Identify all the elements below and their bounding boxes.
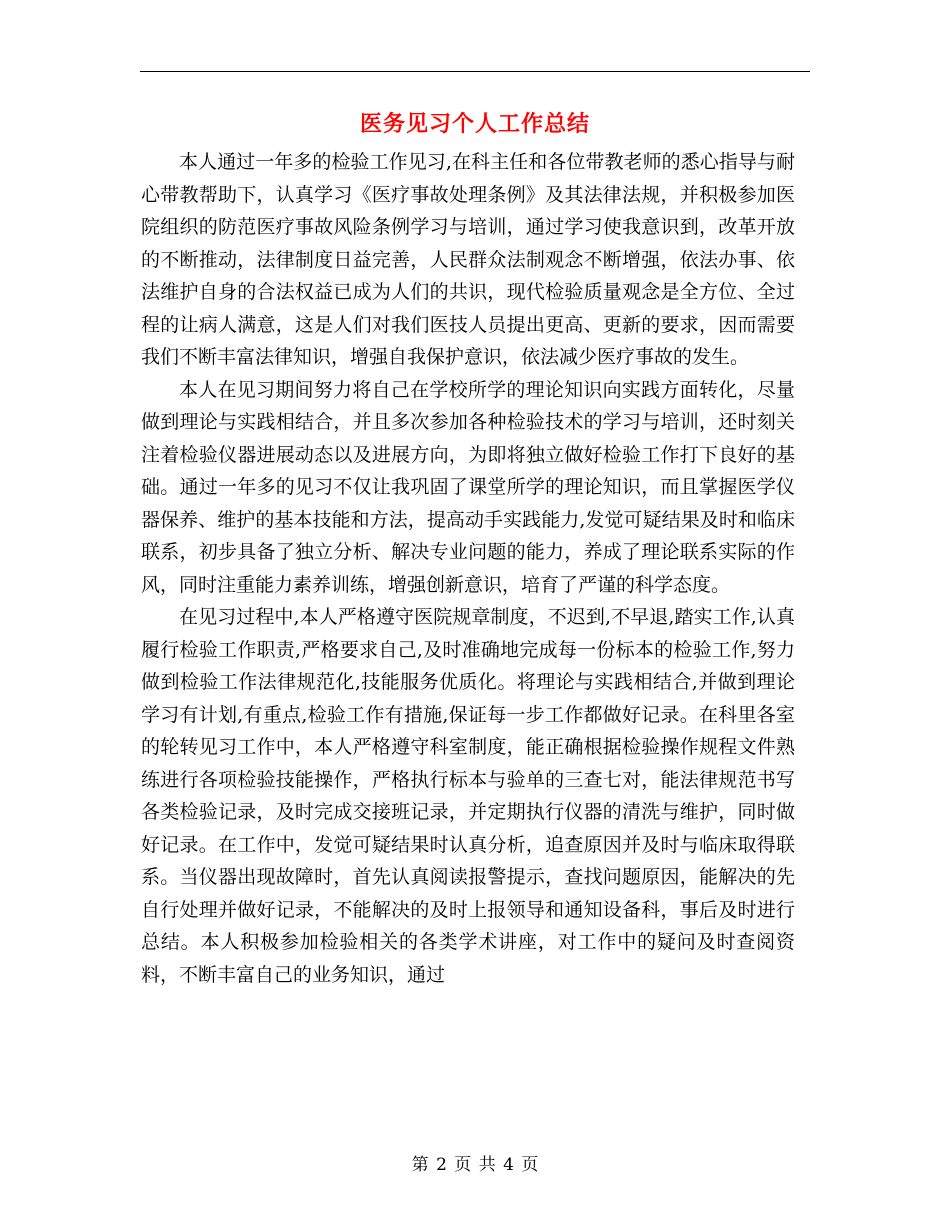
page-number-footer: 第 2 页 共 4 页 [411, 1155, 539, 1175]
header-rule [140, 71, 810, 72]
document-title: 医务见习个人工作总结 [359, 111, 590, 137]
paragraph-3: 在见习过程中,本人严格遵守医院规章制度，不迟到,不早退,踏实工作,认真履行检验工作职责,严格要求自己,及时准确地完成每一份标本的检验工作,努力做到检验工作法律规范化,技能服务优质化。将理论与实践相结合,并做到理论学习有计划,有重点,检验工作有措施,保证每一步工作都做好记录。在科里各室的轮转见习工作中，本人严格遵守科室制度，能正确根据检验操作规程文件熟练进行各项检验技能操作，严格执行标本与验单的三查七对，能法律规范书写各类检验记录，及时完成交接班记录，并定期执行仪器的清洗与维护，同时做好记录。在工作中，发觉可疑结果时认真分析，追查原因并及时与临床取得联系。当仪器出现故障时，首先认真阅读报警提示，查找问题原因，能解决的先自行处理并做好记录，不能解决的及时上报领导和通知设备科，事后及时进行总结。本人积极参加检验相关的各类学术讲座，对工作中的疑问及时查阅资料，不断丰富自己的业务知识，通过 [141, 606, 795, 986]
document-body [141, 146, 795, 991]
paragraph-2: 本人在见习期间努力将自己在学校所学的理论知识向实践方面转化，尽量做到理论与实践相结合，并且多次参加各种检验技术的学习与培训，还时刻关注着检验仪器进展动态以及进展方向，为即将独立做好检验工作打下良好的基础。通过一年多的见习不仅让我巩固了课堂所学的理论知识，而且掌握医学仪器保养、维护的基本技能和方法，提高动手实践能力,发觉可疑结果及时和临床联系，初步具备了独立分析、解决专业问题的能力，养成了理论联系实际的作风，同时注重能力素养训练，增强创新意识，培育了严谨的科学态度。 [141, 378, 795, 596]
paragraph-1: 本人通过一年多的检验工作见习,在科主任和各位带教老师的悉心指导与耐心带教帮助下，认真学习《医疗事故处理条例》及其法律法规，并积极参加医院组织的防范医疗事故风险条例学习与培训，通过学习使我意识到，改革开放的不断推动，法律制度日益完善，人民群众法制观念不断增强，依法办事、依法维护自身的合法权益已成为人们的共识，现代检验质量观念是全方位、全过程的让病人满意，这是人们对我们医技人员提出更高、更新的要求，因而需要我们不断丰富法律知识，增强自我保护意识，依法减少医疗事故的发生。 [141, 151, 795, 368]
